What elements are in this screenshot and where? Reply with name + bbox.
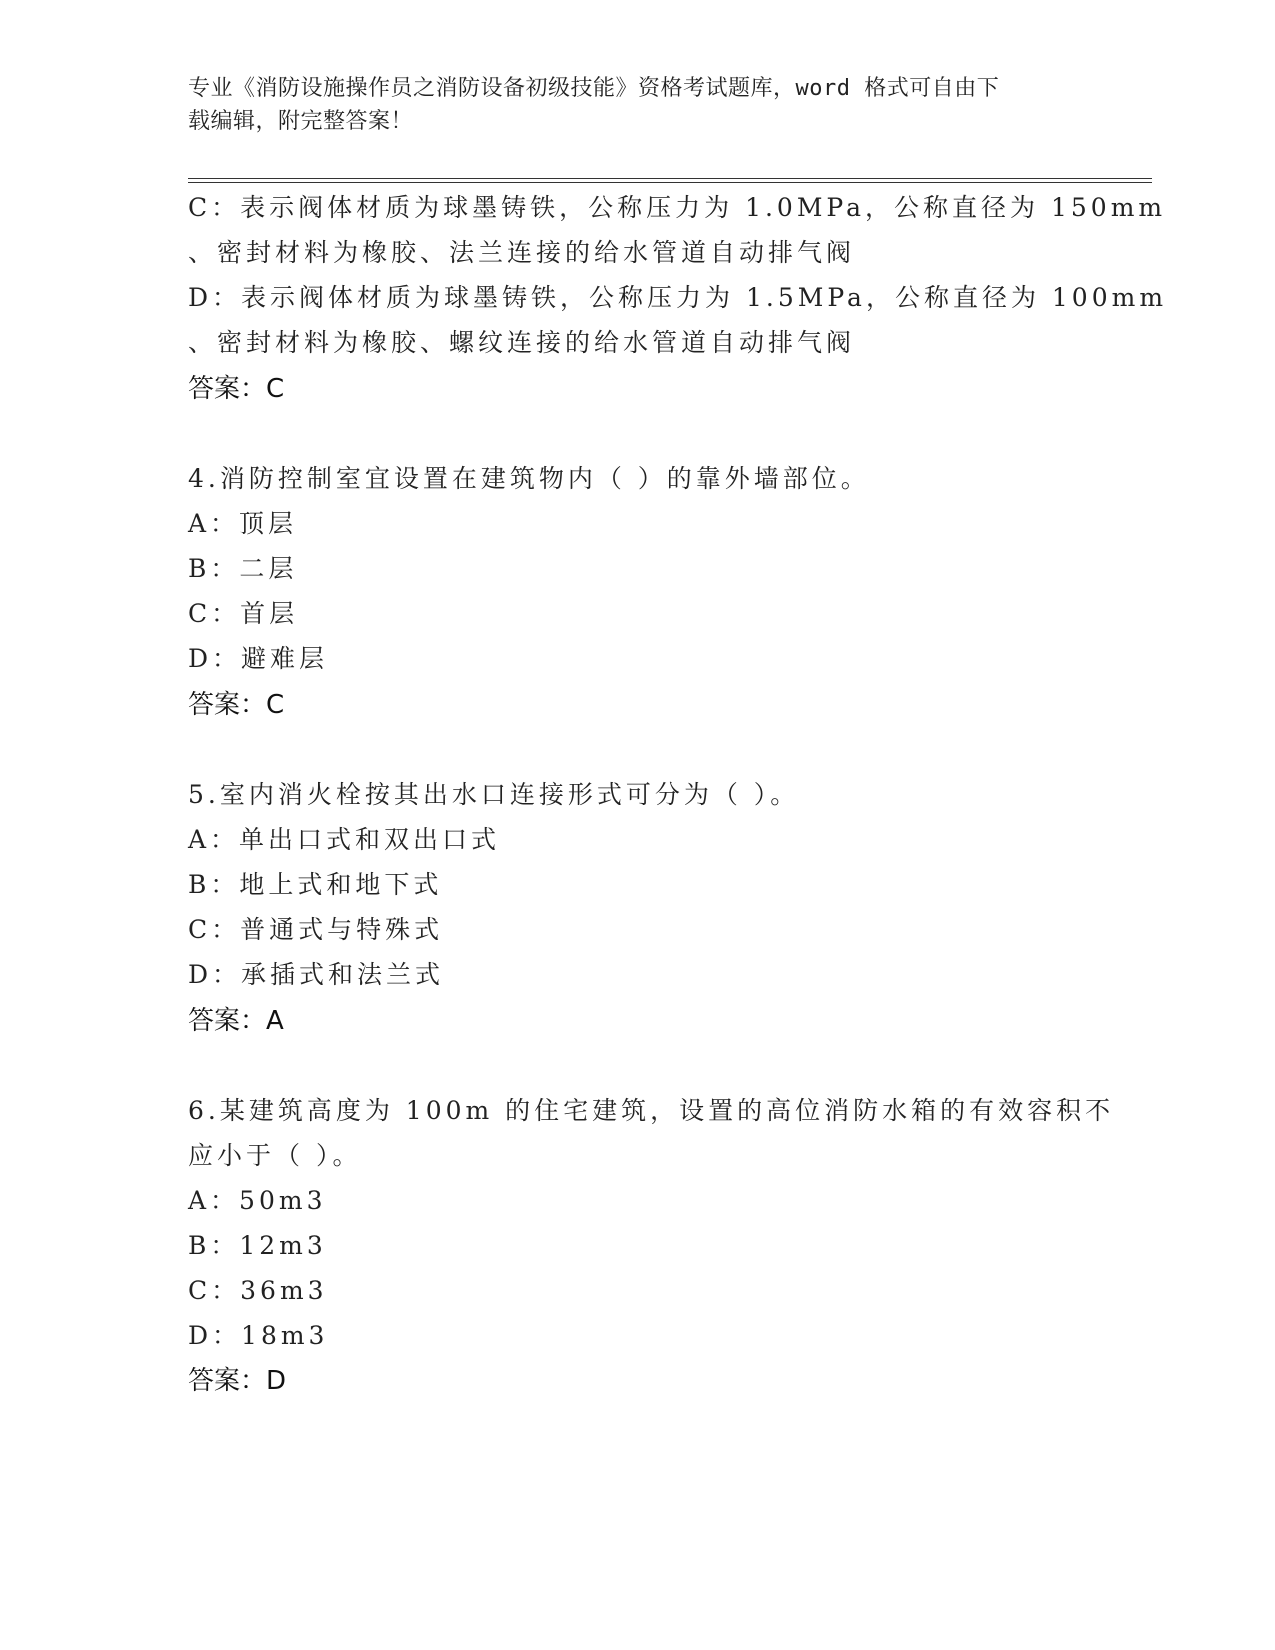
q4-stem: 4.消防控制室宜设置在建筑物内（ ）的靠外墙部位。 <box>188 464 870 493</box>
q4-option-b: B：二层 <box>188 554 298 583</box>
q5-answer: 答案：A <box>188 1006 284 1036</box>
q6-option-d: D：18m3 <box>188 1321 329 1350</box>
q4-answer: 答案：C <box>188 690 285 720</box>
header-divider-bottom <box>188 182 1152 183</box>
q3-option-c-line-2: 、密封材料为橡胶、法兰连接的给水管道自动排气阀 <box>188 238 856 267</box>
q5-option-d: D：承插式和法兰式 <box>188 960 445 989</box>
header-divider-top <box>188 178 1152 179</box>
q6-option-c: C：36m3 <box>188 1276 328 1305</box>
q3-answer: 答案：C <box>188 374 285 404</box>
q4-option-d: D：避难层 <box>188 644 329 673</box>
q6-stem-line-1: 6.某建筑高度为 100m 的住宅建筑，设置的高位消防水箱的有效容积不 <box>188 1096 1115 1125</box>
q6-answer: 答案：D <box>188 1366 287 1396</box>
header-line-1: 专业《消防设施操作员之消防设备初级技能》资格考试题库，word 格式可自由下 <box>188 76 1000 101</box>
header-line-2: 载编辑，附完整答案！ <box>188 109 414 134</box>
q4-option-a: A：顶层 <box>188 509 298 538</box>
q6-option-b: B：12m3 <box>188 1231 327 1260</box>
q3-option-d-line-1: D：表示阀体材质为球墨铸铁，公称压力为 1.5MPa，公称直径为 100mm <box>188 283 1168 312</box>
q3-option-d-line-2: 、密封材料为橡胶、螺纹连接的给水管道自动排气阀 <box>188 328 856 357</box>
q3-option-c-line-1: C：表示阀体材质为球墨铸铁，公称压力为 1.0MPa，公称直径为 150mm <box>188 193 1167 222</box>
document-header <box>188 72 1068 138</box>
q4-option-c: C：首层 <box>188 599 299 628</box>
q6-stem-line-2: 应小于（ ）。 <box>188 1141 362 1170</box>
q5-stem: 5.室内消火栓按其出水口连接形式可分为（ ）。 <box>188 780 800 809</box>
q5-option-c: C：普通式与特殊式 <box>188 915 444 944</box>
q5-option-a: A：单出口式和双出口式 <box>188 825 501 854</box>
q6-option-a: A：50m3 <box>188 1186 327 1215</box>
q5-option-b: B：地上式和地下式 <box>188 870 443 899</box>
